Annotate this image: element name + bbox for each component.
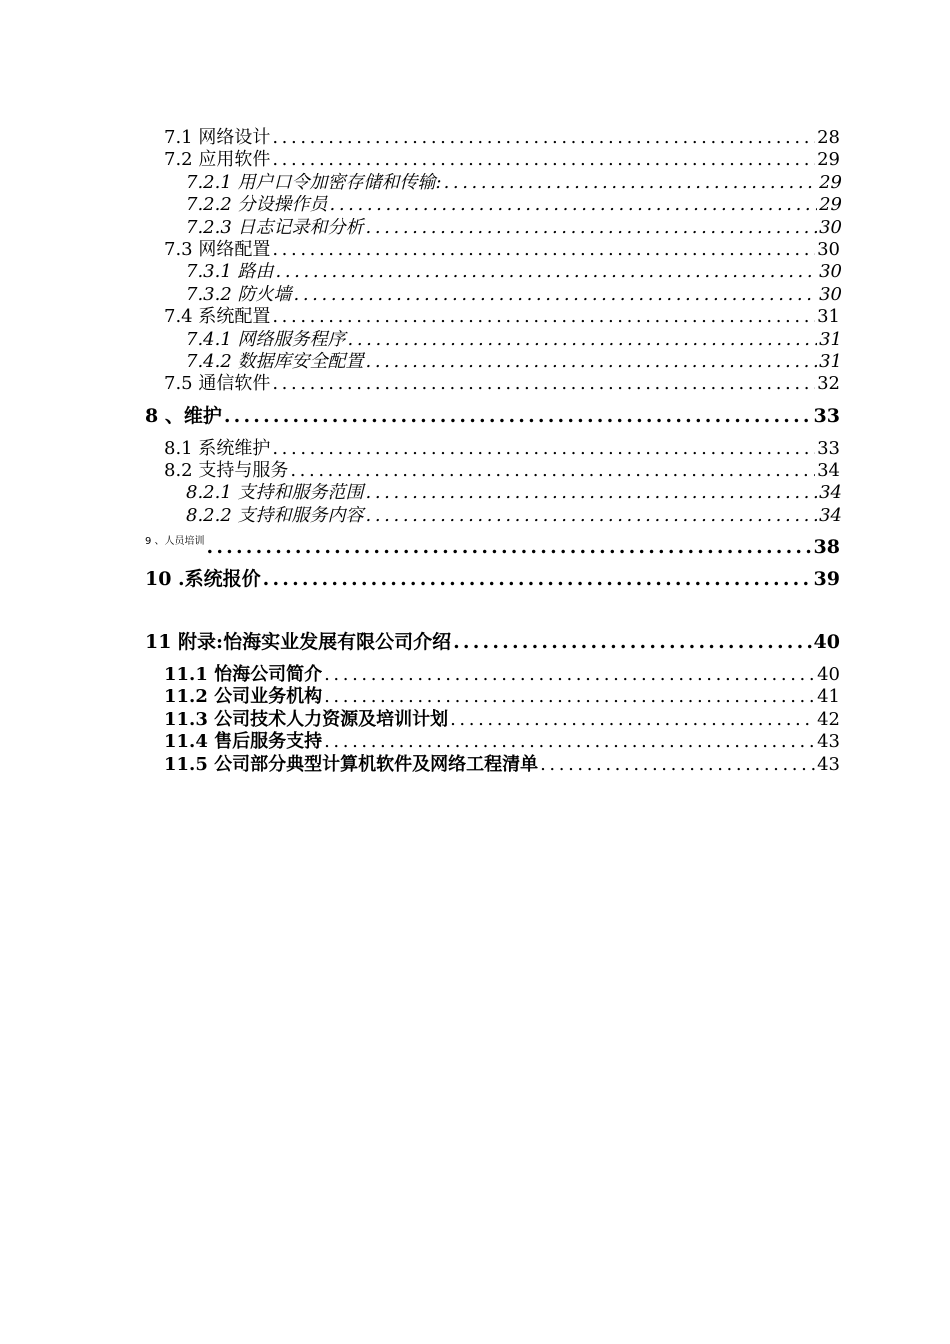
toc-entry-7-4-2[interactable] [186, 347, 842, 371]
toc-leader-dots [263, 568, 812, 590]
toc-entry-page: 29 [819, 172, 842, 192]
toc-entry-title: 8.2.1 支持和服务范围 [186, 482, 364, 502]
toc-entry-title: 7.3.1 路由 [186, 261, 274, 281]
toc-entry-page: 30 [819, 217, 842, 237]
toc-entry-title: 11.3 公司技术人力资源及培训计划 [164, 709, 449, 729]
toc-entry-title: 7.5 通信软件 [164, 373, 271, 393]
toc-entry-title: 8.2 支持与服务 [164, 460, 289, 480]
toc-entry-page: 28 [817, 127, 840, 147]
toc-entry-11[interactable] [145, 627, 840, 653]
toc-entry-page: 34 [819, 482, 842, 502]
toc-leader-dots [324, 731, 815, 751]
toc-entry-title: 7.4.2 数据库安全配置 [186, 351, 364, 371]
toc-leader-dots [276, 261, 818, 281]
toc-entry-7-1[interactable] [164, 123, 840, 147]
toc-leader-dots [294, 284, 818, 304]
toc-entry-7-3-1[interactable] [186, 257, 842, 281]
toc-leader-dots [366, 505, 818, 525]
toc-entry-9[interactable] [145, 532, 840, 558]
toc-leader-dots [324, 686, 815, 706]
toc-entry-title: 7.2.1 用户口令加密存储和传输: [186, 172, 442, 192]
toc-entry-title: 8.1 系统维护 [164, 438, 271, 458]
toc-entry-title: 11.1 怡海公司简介 [164, 664, 323, 684]
toc-entry-page: 30 [817, 239, 840, 259]
toc-entry-11-3[interactable] [164, 705, 840, 729]
toc-leader-dots [348, 329, 818, 349]
toc-entry-title: 11 附录:怡海实业发展有限公司介绍 [145, 631, 452, 653]
toc-entry-8-2-1[interactable] [186, 478, 842, 502]
toc-entry-7-3-2[interactable] [186, 280, 842, 304]
toc-entry-7-2[interactable] [164, 145, 840, 169]
toc-leader-dots [272, 438, 815, 458]
toc-entry-11-5[interactable] [164, 750, 840, 774]
toc-entry-page: 30 [819, 261, 842, 281]
toc-entry-title: 7.4.1 网络服务程序 [186, 329, 346, 349]
toc-entry-page: 29 [819, 194, 842, 214]
toc-entry-7-3[interactable] [164, 235, 840, 259]
toc-entry-title: 7.3 网络配置 [164, 239, 271, 259]
toc-entry-10[interactable] [145, 564, 840, 590]
toc-entry-8-1[interactable] [164, 434, 840, 458]
toc-leader-dots [453, 631, 811, 653]
toc-entry-title: 9 、人员培训 [145, 536, 205, 547]
toc-entry-title: 7.2.2 分设操作员 [186, 194, 328, 214]
toc-leader-dots [450, 709, 815, 729]
toc-entry-page: 39 [813, 568, 840, 590]
toc-leader-dots [272, 127, 815, 147]
toc-entry-11-4[interactable] [164, 727, 840, 751]
toc-leader-dots [272, 373, 815, 393]
toc-entry-7-5[interactable] [164, 369, 840, 393]
toc-leader-dots [272, 149, 815, 169]
toc-entry-title: 7.2.3 日志记录和分析 [186, 217, 364, 237]
toc-entry-page: 41 [817, 686, 840, 706]
toc-entry-page: 30 [819, 284, 842, 304]
toc-entry-page: 32 [817, 373, 840, 393]
toc-leader-dots [444, 172, 818, 192]
toc-entry-title: 7.3.2 防火墙 [186, 284, 292, 304]
toc-leader-dots [290, 460, 815, 480]
toc-entry-title: 11.2 公司业务机构 [164, 686, 323, 706]
toc-entry-8[interactable] [145, 401, 840, 427]
toc-entry-page: 34 [817, 460, 840, 480]
toc-entry-7-2-2[interactable] [186, 190, 842, 214]
toc-entry-7-2-1[interactable] [186, 168, 842, 192]
toc-entry-title: 11.5 公司部分典型计算机软件及网络工程清单 [164, 754, 539, 774]
toc-entry-page: 31 [819, 329, 842, 349]
toc-entry-title: 10 .系统报价 [145, 568, 261, 590]
toc-entry-page: 43 [817, 731, 840, 751]
toc-entry-title: 7.2 应用软件 [164, 149, 271, 169]
toc-entry-page: 31 [817, 306, 840, 326]
toc-entry-page: 43 [817, 754, 840, 774]
toc-leader-dots [366, 217, 818, 237]
toc-leader-dots [366, 351, 818, 371]
toc-entry-title: 7.1 网络设计 [164, 127, 271, 147]
toc-entry-11-2[interactable] [164, 682, 840, 706]
toc-entry-title: 8.2.2 支持和服务内容 [186, 505, 364, 525]
toc-leader-dots [272, 306, 815, 326]
toc-entry-8-2[interactable] [164, 456, 840, 480]
toc-entry-page: 33 [813, 405, 840, 427]
toc-entry-7-2-3[interactable] [186, 213, 842, 237]
toc-entry-7-4[interactable] [164, 302, 840, 326]
toc-entry-page: 29 [817, 149, 840, 169]
toc-leader-dots [366, 482, 818, 502]
toc-leader-dots [207, 536, 812, 558]
toc-entry-11-1[interactable] [164, 660, 840, 684]
toc-leader-dots [540, 754, 815, 774]
toc-entry-page: 38 [813, 536, 840, 558]
toc-entry-page: 40 [813, 631, 840, 653]
toc-entry-page: 40 [817, 664, 840, 684]
toc-entry-page: 31 [819, 351, 842, 371]
toc-entry-title: 11.4 售后服务支持 [164, 731, 323, 751]
toc-entry-title: 7.4 系统配置 [164, 306, 271, 326]
toc-entry-8-2-2[interactable] [186, 501, 842, 525]
toc-entry-page: 42 [817, 709, 840, 729]
toc-entry-7-4-1[interactable] [186, 325, 842, 349]
toc-leader-dots [224, 405, 812, 427]
toc-entry-page: 33 [817, 438, 840, 458]
toc-entry-page: 34 [819, 505, 842, 525]
toc-entry-title: 8 、维护 [145, 405, 222, 427]
toc-leader-dots [324, 664, 815, 684]
toc-leader-dots [272, 239, 815, 259]
toc-leader-dots [330, 194, 818, 214]
